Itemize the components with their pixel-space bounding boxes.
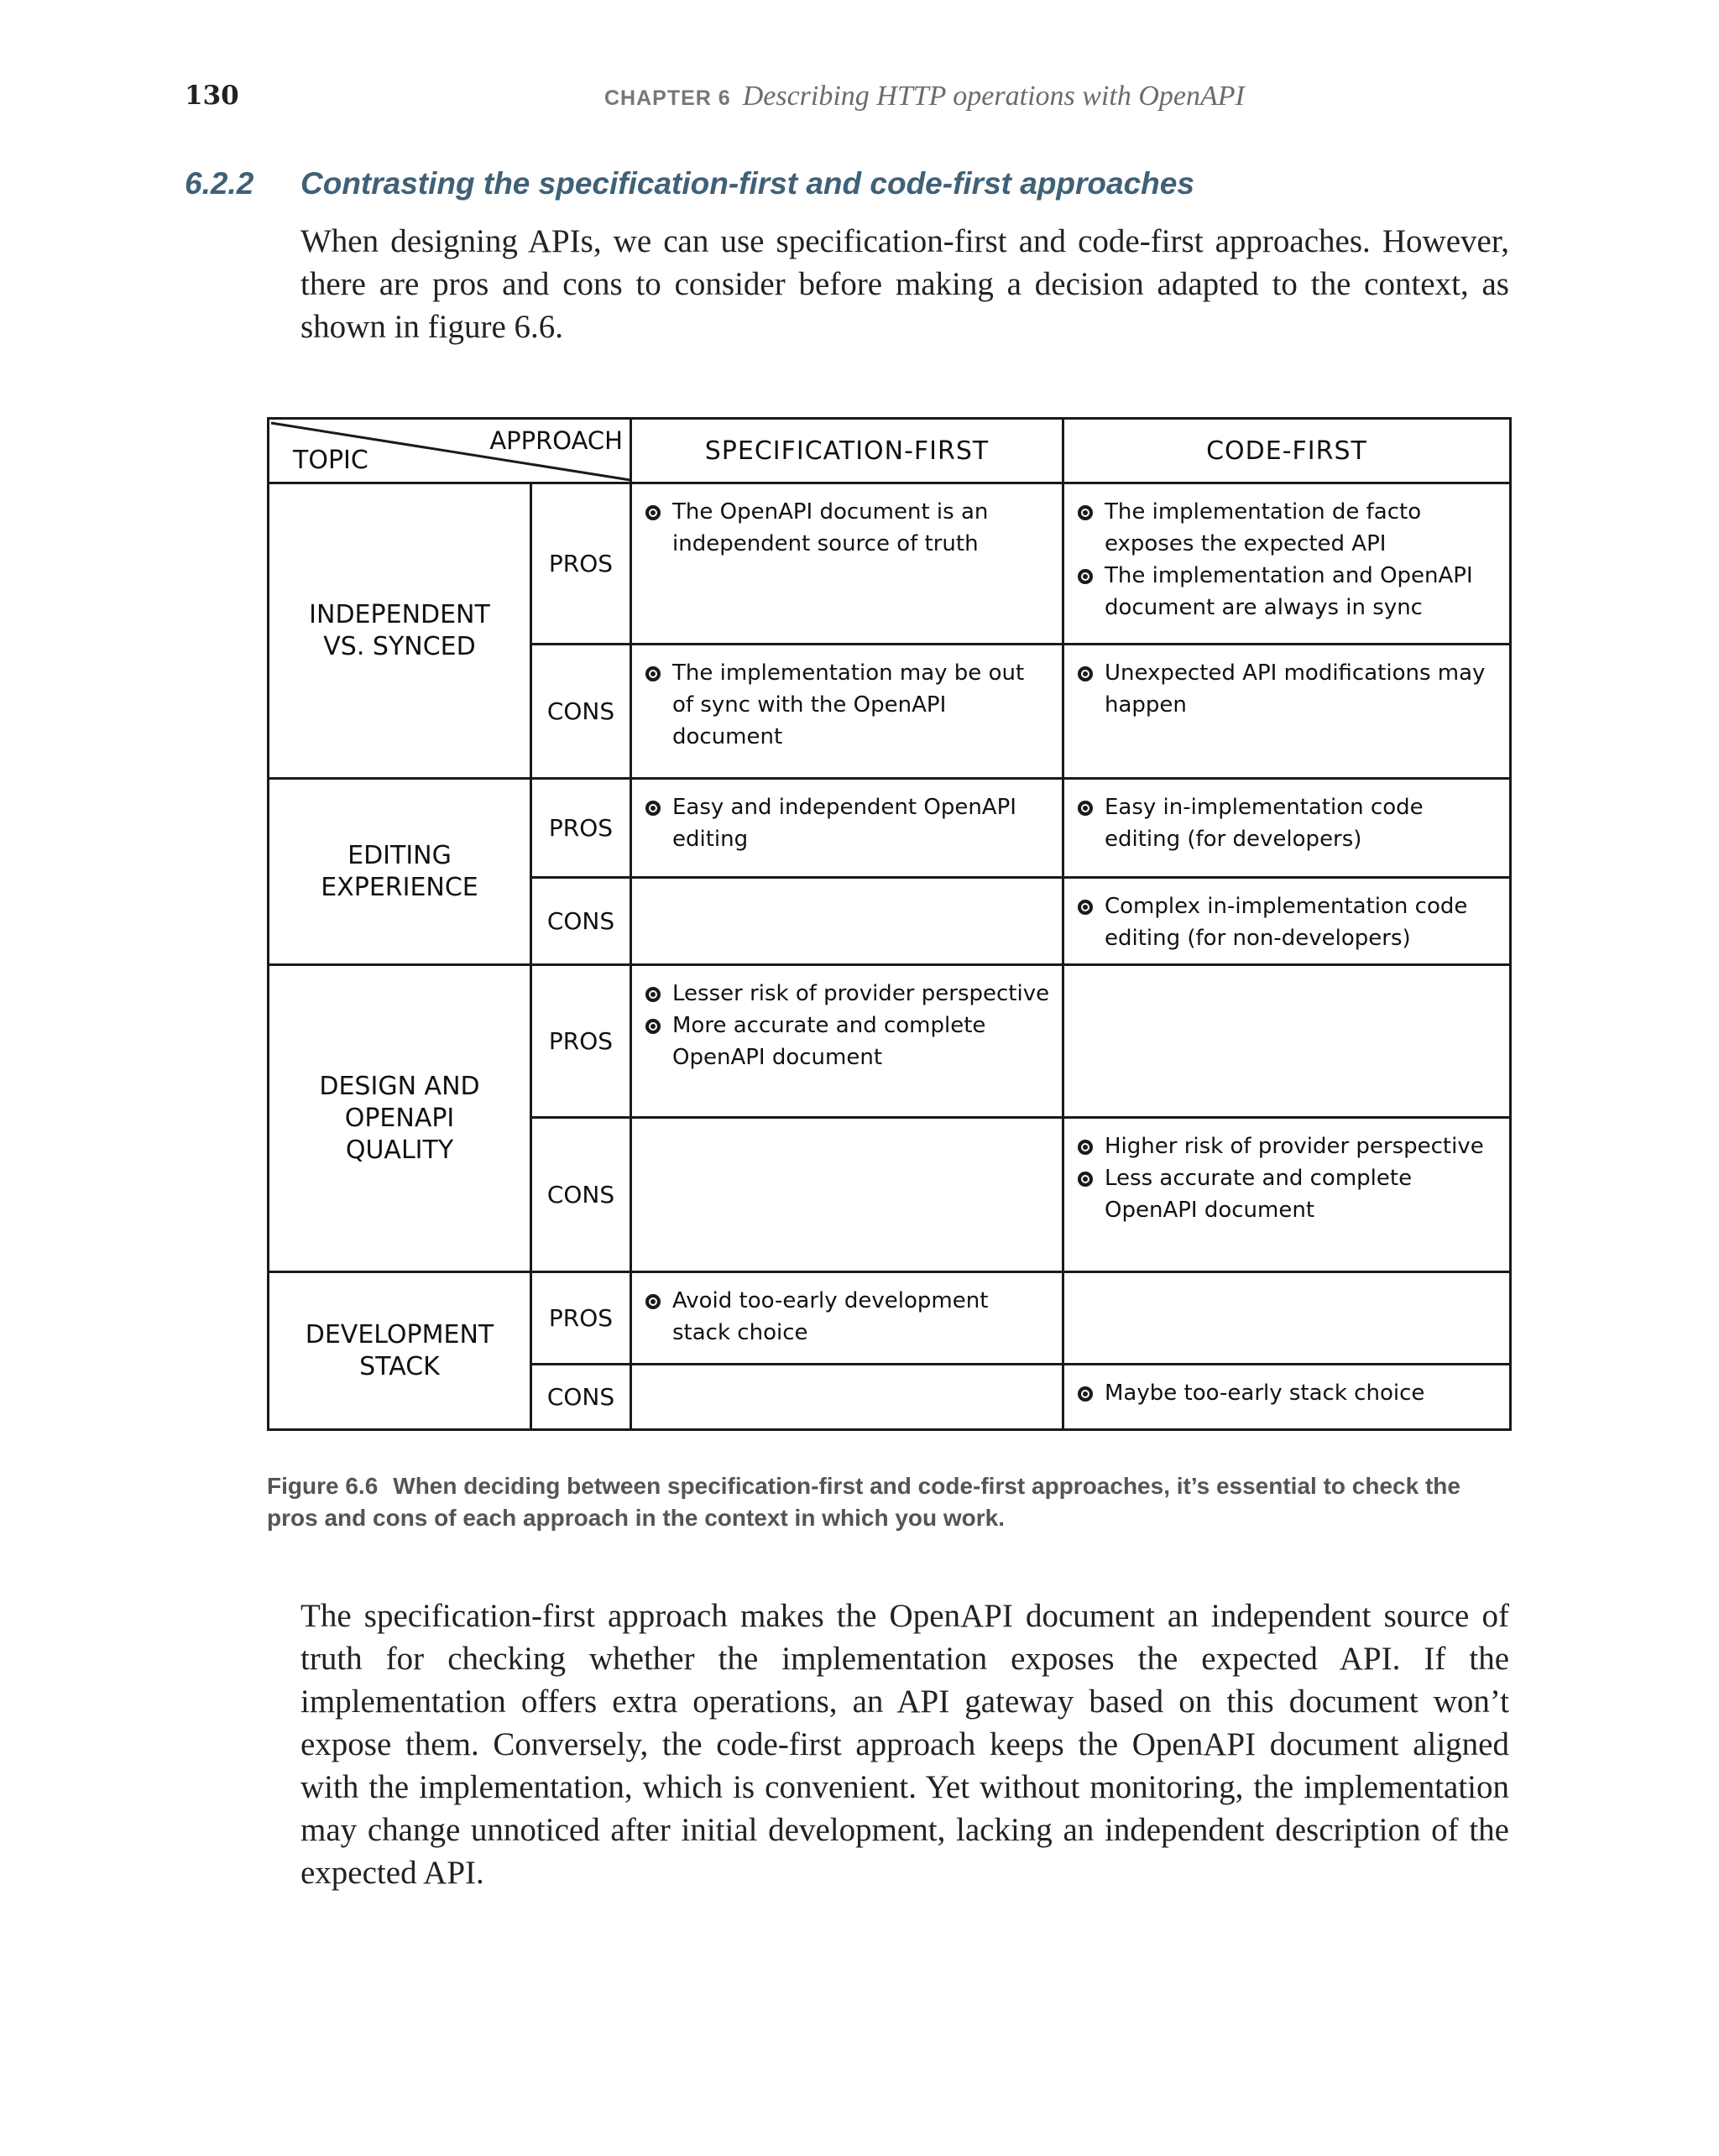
table-row bbox=[269, 483, 1511, 645]
bullet-text: Unexpected API modifications may happen bbox=[1105, 660, 1486, 718]
bullet-icon bbox=[645, 666, 661, 681]
bullet-text: The implementation may be out of sync with the OpenAPI document bbox=[672, 660, 1025, 749]
bullet-text: Complex in-implementation code editing (for non-developers) bbox=[1105, 894, 1468, 951]
figure-caption bbox=[267, 1470, 1509, 1534]
bullet-text: More accurate and complete OpenAPI document bbox=[672, 1013, 986, 1070]
bullet-item bbox=[1078, 1377, 1497, 1409]
pros-label: PROS bbox=[531, 483, 631, 645]
column-header-specification-first: SPECIFICATION-FIRST bbox=[631, 419, 1063, 483]
bullet-item bbox=[1078, 890, 1497, 954]
bullet-text: Less accurate and complete OpenAPI document bbox=[1105, 1166, 1413, 1223]
bullet-item bbox=[1078, 1130, 1497, 1162]
code-first-pros-cell bbox=[1063, 483, 1511, 645]
bullet-list bbox=[632, 645, 1062, 761]
topic-label-line: EDITING bbox=[347, 840, 452, 870]
section-title: Contrasting the specification-first and code-first approaches bbox=[300, 166, 1194, 201]
bullet-item bbox=[1078, 791, 1497, 855]
code-first-pros-cell bbox=[1063, 1272, 1511, 1365]
bullet-list bbox=[1064, 484, 1509, 632]
pros-cons-table bbox=[267, 417, 1512, 1431]
bullet-icon bbox=[645, 505, 661, 520]
chapter-heading bbox=[604, 81, 1245, 112]
bullet-icon bbox=[1078, 666, 1093, 681]
pros-label: PROS bbox=[531, 779, 631, 878]
column-header-code-first: CODE-FIRST bbox=[1063, 419, 1511, 483]
bullet-item bbox=[645, 1285, 1050, 1349]
bullet-list bbox=[632, 966, 1062, 1082]
corner-approach-label: APPROACH bbox=[489, 426, 623, 455]
cons-label: CONS bbox=[531, 878, 631, 965]
pros-cons-figure bbox=[267, 417, 1509, 1431]
bullet-text: The OpenAPI document is an independent source of truth bbox=[672, 499, 989, 556]
bullet-text: The implementation and OpenAPI document are always in sync bbox=[1105, 563, 1473, 620]
corner-topic-label: TOPIC bbox=[293, 446, 368, 475]
bullet-text: Avoid too-early development stack choice bbox=[672, 1288, 989, 1345]
code-first-cons-cell bbox=[1063, 878, 1511, 965]
spec-first-cons-cell bbox=[631, 878, 1063, 965]
spec-first-cons-cell bbox=[631, 1118, 1063, 1272]
code-first-cons-cell bbox=[1063, 1365, 1511, 1430]
bullet-icon bbox=[1078, 801, 1093, 816]
body-paragraph: The specification-first approach makes the OpenAPI document an independent source of truth for checking whether the implementation exposes the expected API. If the implementation offers extra operations, an API gateway based on this document won’t expose them. Conversely, the code-first approach keeps the OpenAPI document aligned with the implementation, which is convenient. Yet without monitoring, the implementation may change unnoticed after initial development, lacking an independent description of the expected API. bbox=[300, 1598, 1509, 1891]
bullet-list bbox=[1064, 780, 1509, 864]
page-number: 130 bbox=[185, 81, 239, 111]
bullet-item bbox=[1078, 657, 1497, 721]
bullet-icon bbox=[645, 1294, 661, 1309]
pros-label: PROS bbox=[531, 1272, 631, 1365]
code-first-pros-cell bbox=[1063, 779, 1511, 878]
bullet-icon bbox=[645, 1019, 661, 1034]
bullet-list bbox=[1064, 1365, 1509, 1417]
figure-label: Figure 6.6 bbox=[267, 1473, 379, 1499]
bullet-item bbox=[1078, 1162, 1497, 1226]
table-row bbox=[269, 779, 1511, 878]
bullet-list bbox=[1064, 1119, 1509, 1235]
bullet-icon bbox=[1078, 1386, 1093, 1402]
topic-label-line: INDEPENDENT bbox=[309, 599, 490, 629]
pros-label: PROS bbox=[531, 965, 631, 1118]
bullet-item bbox=[645, 791, 1050, 855]
cons-label: CONS bbox=[531, 1365, 631, 1430]
corner-header-cell bbox=[269, 419, 631, 483]
topic-cell-development-stack bbox=[269, 1272, 531, 1430]
cons-label: CONS bbox=[531, 1118, 631, 1272]
spec-first-cons-cell bbox=[631, 1365, 1063, 1430]
bullet-icon bbox=[1078, 1172, 1093, 1187]
bullet-item bbox=[1078, 560, 1497, 624]
bullet-text: Easy in-implementation code editing (for developers) bbox=[1105, 795, 1424, 852]
code-first-pros-cell bbox=[1063, 965, 1511, 1118]
bullet-list bbox=[1064, 645, 1509, 729]
code-first-cons-cell bbox=[1063, 1118, 1511, 1272]
spec-first-pros-cell bbox=[631, 779, 1063, 878]
header-row bbox=[269, 419, 1511, 483]
section-heading bbox=[185, 166, 1511, 201]
chapter-title: Describing HTTP operations with OpenAPI bbox=[742, 81, 1245, 112]
code-first-cons-cell bbox=[1063, 645, 1511, 779]
spec-first-pros-cell bbox=[631, 965, 1063, 1118]
topic-cell-design-and-openapi-quality bbox=[269, 965, 531, 1272]
topic-cell-independent-vs-synced bbox=[269, 483, 531, 779]
bullet-icon bbox=[645, 801, 661, 816]
bullet-text: Maybe too-early stack choice bbox=[1105, 1381, 1425, 1406]
bullet-list bbox=[632, 484, 1062, 568]
bullet-text: Easy and independent OpenAPI editing bbox=[672, 795, 1016, 852]
bullet-list bbox=[632, 1273, 1062, 1357]
bullet-item bbox=[1078, 496, 1497, 560]
topic-label-line: DESIGN AND OPENAPI bbox=[319, 1071, 480, 1133]
topic-label-line: VS. SYNCED bbox=[323, 631, 476, 661]
spec-first-pros-cell bbox=[631, 1272, 1063, 1365]
bullet-text: The implementation de facto exposes the expected API bbox=[1105, 499, 1422, 556]
bullet-icon bbox=[1078, 569, 1093, 584]
bullet-item bbox=[645, 657, 1050, 753]
topic-label-line: EXPERIENCE bbox=[321, 872, 478, 902]
table-row bbox=[269, 1272, 1511, 1365]
bullet-item bbox=[645, 496, 1050, 560]
bullet-list bbox=[1064, 879, 1509, 963]
topic-label-line: STACK bbox=[359, 1351, 440, 1381]
section-number: 6.2.2 bbox=[185, 166, 254, 201]
topic-label-line: QUALITY bbox=[345, 1135, 454, 1165]
bullet-list bbox=[632, 780, 1062, 864]
topic-label-line: DEVELOPMENT bbox=[305, 1319, 494, 1349]
bullet-text: Higher risk of provider perspective bbox=[1105, 1134, 1484, 1159]
bullet-item bbox=[645, 1010, 1050, 1073]
intro-paragraph: When designing APIs, we can use specification-first and code-first approaches. However, there are pros and cons to consider before making a decision adapted to the context, as shown in figure 6.6. bbox=[300, 223, 1509, 345]
bullet-icon bbox=[645, 987, 661, 1002]
topic-cell-editing-experience bbox=[269, 779, 531, 965]
figure-caption-text: When deciding between specification-first and code-first approaches, it’s essential to check the pros and cons of each approach in the context in which you work. bbox=[267, 1473, 1460, 1531]
running-head bbox=[185, 81, 1267, 123]
chapter-label: CHAPTER 6 bbox=[604, 86, 731, 110]
table-row bbox=[269, 965, 1511, 1118]
bullet-icon bbox=[1078, 505, 1093, 520]
spec-first-cons-cell bbox=[631, 645, 1063, 779]
bullet-text: Lesser risk of provider perspective bbox=[672, 981, 1050, 1006]
spec-first-pros-cell bbox=[631, 483, 1063, 645]
bullet-icon bbox=[1078, 900, 1093, 915]
cons-label: CONS bbox=[531, 645, 631, 779]
bullet-item bbox=[645, 978, 1050, 1010]
bullet-icon bbox=[1078, 1140, 1093, 1155]
